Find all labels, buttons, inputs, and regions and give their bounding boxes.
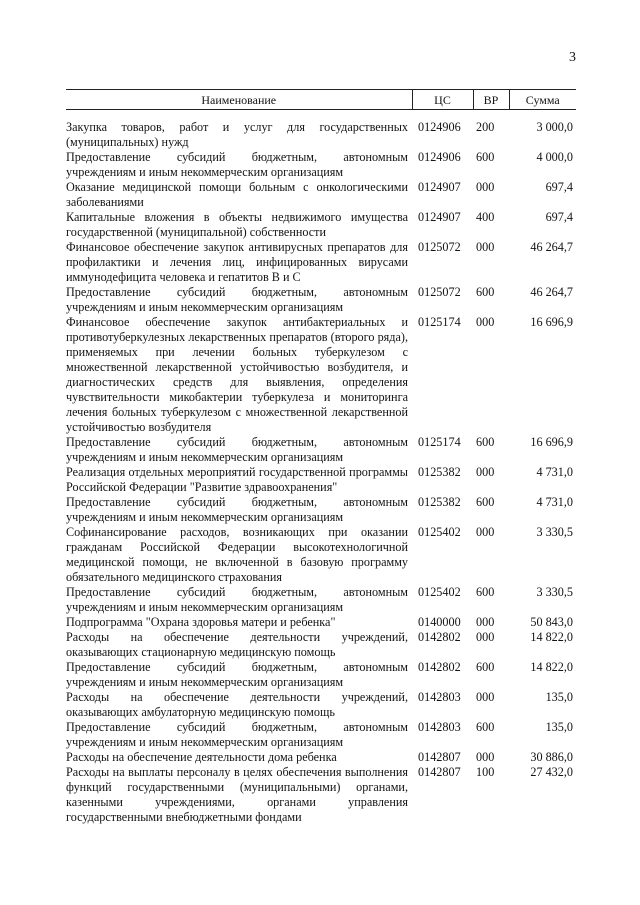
row-cs-code: 0125072 (418, 240, 461, 254)
row-name: Предоставление субсидий бюджетным, автономным учреждениям и иным некоммерческим организациям (66, 435, 408, 464)
table-row (66, 630, 576, 660)
row-name: Предоставление субсидий бюджетным, автономным учреждениям и иным некоммерческим организациям (66, 720, 408, 749)
row-vr-code: 000 (476, 240, 495, 254)
row-sum: 697,4 (545, 210, 573, 224)
row-cs-code: 0142803 (418, 720, 461, 734)
row-vr-code: 000 (476, 180, 495, 194)
row-cs-code: 0125382 (418, 465, 461, 479)
row-vr-code: 600 (476, 495, 495, 509)
budget-table (66, 89, 576, 825)
row-sum: 30 886,0 (530, 750, 573, 764)
header-sum: Сумма (509, 90, 576, 110)
row-sum: 3 330,5 (536, 525, 573, 539)
row-name: Финансовое обеспечение закупок антивирусных препаратов для профилактики и лечения лиц, инфицированных вирусами иммунодефицита человека и гепатитов В и С (66, 240, 408, 284)
row-sum: 697,4 (545, 180, 573, 194)
row-vr-code: 000 (476, 525, 495, 539)
table-row (66, 110, 576, 151)
row-name: Предоставление субсидий бюджетным, автономным учреждениям и иным некоммерческим организациям (66, 495, 408, 524)
row-vr-code: 600 (476, 285, 495, 299)
row-vr-code: 000 (476, 315, 495, 329)
row-name: Финансовое обеспечение закупок антибактериальных и противотуберкулезных лекарственных препаратов (второго ряда), применяемых при лечении больных туберкулезом с множественной лекарственной устойчивостью возбудителя, и диагностических средств для выявления, определения чувствительности микобактерии туберкулеза и мониторинга лечения больных туберкулезом с множественной лекарственной устойчивостью возбудителя (66, 315, 408, 434)
row-cs-code: 0125174 (418, 435, 461, 449)
header-cs: ЦС (412, 90, 473, 110)
row-cs-code: 0125382 (418, 495, 461, 509)
header-vr: ВР (473, 90, 509, 110)
row-name: Расходы на выплаты персоналу в целях обеспечения выполнения функций государственными (муниципальными) органами, казенными учреждениями, органами управления государственными внебюджетными фондами (66, 765, 408, 824)
table-row (66, 435, 576, 465)
row-vr-code: 000 (476, 750, 495, 764)
row-name: Предоставление субсидий бюджетным, автономным учреждениям и иным некоммерческим организациям (66, 285, 408, 314)
page-number: 3 (569, 50, 576, 65)
row-vr-code: 000 (476, 615, 495, 629)
table-row (66, 525, 576, 585)
row-cs-code: 0142802 (418, 660, 461, 674)
row-name: Предоставление субсидий бюджетным, автономным учреждениям и иным некоммерческим организациям (66, 150, 408, 179)
table-row (66, 690, 576, 720)
row-vr-code: 600 (476, 720, 495, 734)
row-sum: 135,0 (545, 690, 573, 704)
table-row (66, 150, 576, 180)
row-sum: 46 264,7 (530, 240, 573, 254)
header-name: Наименование (66, 90, 412, 110)
row-vr-code: 600 (476, 435, 495, 449)
row-name: Расходы на обеспечение деятельности учреждений, оказывающих стационарную медицинскую помощь (66, 630, 408, 659)
row-vr-code: 600 (476, 660, 495, 674)
row-sum: 50 843,0 (530, 615, 573, 629)
row-cs-code: 0125174 (418, 315, 461, 329)
row-cs-code: 0142807 (418, 765, 461, 779)
row-name: Предоставление субсидий бюджетным, автономным учреждениям и иным некоммерческим организациям (66, 585, 408, 614)
row-cs-code: 0142802 (418, 630, 461, 644)
row-name: Подпрограмма "Охрана здоровья матери и ребенка" (66, 615, 336, 629)
row-cs-code: 0142807 (418, 750, 461, 764)
row-cs-code: 0124906 (418, 120, 461, 134)
row-cs-code: 0124907 (418, 180, 461, 194)
row-vr-code: 600 (476, 585, 495, 599)
table-header-row (66, 90, 576, 110)
table-row (66, 660, 576, 690)
row-name: Оказание медицинской помощи больным с онкологическими заболеваниями (66, 180, 408, 209)
row-name: Реализация отдельных мероприятий государственной программы Российской Федерации "Развитие здравоохранения" (66, 465, 408, 494)
row-sum: 27 432,0 (530, 765, 573, 779)
row-sum: 3 330,5 (536, 585, 573, 599)
row-cs-code: 0124907 (418, 210, 461, 224)
row-vr-code: 000 (476, 465, 495, 479)
row-cs-code: 0125072 (418, 285, 461, 299)
table-row (66, 750, 576, 765)
row-vr-code: 000 (476, 690, 495, 704)
table-row (66, 720, 576, 750)
table-row (66, 210, 576, 240)
row-cs-code: 0125402 (418, 585, 461, 599)
row-sum: 4 731,0 (536, 495, 573, 509)
table-row (66, 585, 576, 615)
table-row (66, 240, 576, 285)
table-row (66, 495, 576, 525)
row-sum: 16 696,9 (530, 435, 573, 449)
row-name: Расходы на обеспечение деятельности дома ребенка (66, 750, 337, 764)
table-row (66, 285, 576, 315)
row-vr-code: 000 (476, 630, 495, 644)
row-sum: 46 264,7 (530, 285, 573, 299)
row-sum: 14 822,0 (530, 660, 573, 674)
row-vr-code: 100 (476, 765, 495, 779)
row-name: Закупка товаров, работ и услуг для государственных (муниципальных) нужд (66, 120, 408, 149)
row-cs-code: 0142803 (418, 690, 461, 704)
row-sum: 14 822,0 (530, 630, 573, 644)
row-name: Предоставление субсидий бюджетным, автономным учреждениям и иным некоммерческим организациям (66, 660, 408, 689)
row-vr-code: 200 (476, 120, 495, 134)
row-sum: 4 731,0 (536, 465, 573, 479)
row-sum: 4 000,0 (536, 150, 573, 164)
row-vr-code: 600 (476, 150, 495, 164)
row-name: Капитальные вложения в объекты недвижимого имущества государственной (муниципальной) собственности (66, 210, 408, 239)
table-row (66, 180, 576, 210)
row-cs-code: 0125402 (418, 525, 461, 539)
row-vr-code: 400 (476, 210, 495, 224)
table-row (66, 315, 576, 435)
table-row (66, 465, 576, 495)
row-sum: 16 696,9 (530, 315, 573, 329)
row-sum: 135,0 (545, 720, 573, 734)
table-row (66, 615, 576, 630)
table-row (66, 765, 576, 825)
row-name: Расходы на обеспечение деятельности учреждений, оказывающих амбулаторную медицинскую помощь (66, 690, 408, 719)
table-body (66, 110, 576, 826)
row-sum: 3 000,0 (536, 120, 573, 134)
row-cs-code: 0140000 (418, 615, 461, 629)
row-cs-code: 0124906 (418, 150, 461, 164)
row-name: Софинансирование расходов, возникающих при оказании гражданам Российской Федерации высокотехнологичной медицинской помощи, не включенной в базовую программу обязательного медицинского страхования (66, 525, 408, 584)
